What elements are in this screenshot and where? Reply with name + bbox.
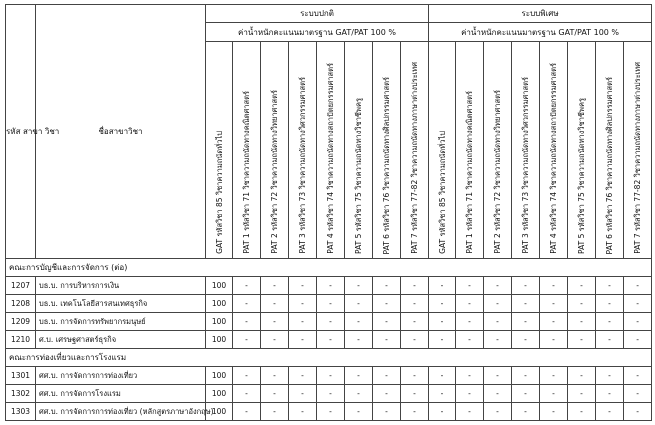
program-name: ศศ.บ. การจัดการโรงแรม xyxy=(36,385,206,403)
program-name: ศศ.บ. การจัดการการท่องเที่ยว xyxy=(36,367,206,385)
special-weight-cell: - xyxy=(596,331,624,349)
special-weight-cell: - xyxy=(512,295,540,313)
special-weight-cell: - xyxy=(540,295,568,313)
program-code: 1301 xyxy=(6,367,36,385)
program-name: บธ.บ. เทคโนโลยีสารสนเทศธุรกิจ xyxy=(36,295,206,313)
special-weight-cell: - xyxy=(540,403,568,421)
regular-weight-cell: - xyxy=(401,331,429,349)
regular-weight-cell: 100 xyxy=(206,295,233,313)
regular-weight-cell: - xyxy=(261,295,289,313)
special-weight-cell: - xyxy=(568,385,596,403)
special-weight-cell: - xyxy=(429,403,456,421)
regular-weight-cell: - xyxy=(233,277,261,295)
group-header-regular: ระบบปกติ xyxy=(206,5,429,23)
column-header-code: รหัส สาขา วิชา xyxy=(6,5,36,259)
program-name: บธ.บ. การบริหารการเงิน xyxy=(36,277,206,295)
subject-header: PAT 6 รหัสวิชา 76 วิชาความถนัดทางศิลปกรรมศาสตร์ xyxy=(596,42,624,259)
special-weight-cell: - xyxy=(512,277,540,295)
regular-weight-cell: - xyxy=(317,313,345,331)
special-weight-cell: - xyxy=(596,277,624,295)
regular-weight-cell: 100 xyxy=(206,313,233,331)
special-weight-cell: - xyxy=(429,331,456,349)
subject-header: PAT 6 รหัสวิชา 76 วิชาความถนัดทางศิลปกรรมศาสตร์ xyxy=(373,42,401,259)
regular-weight-cell: - xyxy=(233,385,261,403)
section-title: คณะการท่องเที่ยวและการโรงแรม xyxy=(6,349,652,367)
regular-weight-cell: - xyxy=(317,403,345,421)
regular-weight-cell: - xyxy=(373,367,401,385)
special-weight-cell: - xyxy=(484,331,512,349)
regular-weight-cell: 100 xyxy=(206,331,233,349)
table-row xyxy=(6,385,652,403)
group-header-special: ระบบพิเศษ xyxy=(429,5,652,23)
regular-weight-cell: - xyxy=(261,313,289,331)
regular-weight-cell: - xyxy=(289,295,317,313)
subject-header: PAT 1 รหัสวิชา 71 วิชาความถนัดทางคณิตศาสตร์ xyxy=(456,42,484,259)
regular-weight-cell: - xyxy=(261,367,289,385)
special-weight-cell: - xyxy=(568,367,596,385)
regular-weight-cell: - xyxy=(233,331,261,349)
regular-weight-cell: - xyxy=(317,277,345,295)
subject-header: PAT 3 รหัสวิชา 73 วิชาความถนัดทางวิศวกรรมศาสตร์ xyxy=(512,42,540,259)
special-weight-cell: - xyxy=(512,313,540,331)
table-row xyxy=(6,367,652,385)
special-weight-cell: - xyxy=(568,277,596,295)
regular-weight-cell: - xyxy=(289,367,317,385)
regular-weight-cell: - xyxy=(261,331,289,349)
admission-weight-table xyxy=(5,4,652,421)
regular-weight-cell: - xyxy=(345,295,373,313)
regular-weight-cell: - xyxy=(233,313,261,331)
special-weight-cell: - xyxy=(596,403,624,421)
section-row xyxy=(6,259,652,277)
special-weight-cell: - xyxy=(568,295,596,313)
regular-weight-cell: - xyxy=(317,295,345,313)
subject-header: PAT 7 รหัสวิชา 77-82 วิชาความถนัดทางภาษาต่างประเทศ xyxy=(624,42,652,259)
regular-weight-cell: 100 xyxy=(206,367,233,385)
special-weight-cell: - xyxy=(484,385,512,403)
special-weight-cell: - xyxy=(456,277,484,295)
subject-header: PAT 2 รหัสวิชา 72 วิชาความถนัดทางวิทยาศาสตร์ xyxy=(484,42,512,259)
program-code: 1208 xyxy=(6,295,36,313)
regular-weight-cell: - xyxy=(345,403,373,421)
special-weight-cell: - xyxy=(456,331,484,349)
regular-weight-cell: - xyxy=(373,277,401,295)
special-weight-cell: - xyxy=(624,295,652,313)
table-row xyxy=(6,295,652,313)
regular-weight-cell: - xyxy=(289,331,317,349)
regular-weight-cell: - xyxy=(345,367,373,385)
program-name: ศ.บ. เศรษฐศาสตร์ธุรกิจ xyxy=(36,331,206,349)
program-code: 1302 xyxy=(6,385,36,403)
regular-weight-cell: - xyxy=(373,385,401,403)
special-weight-cell: - xyxy=(456,367,484,385)
program-code: 1207 xyxy=(6,277,36,295)
weight-header-special: ค่าน้ำหนักคะแนนมาตรฐาน GAT/PAT 100 % xyxy=(429,23,652,42)
regular-weight-cell: - xyxy=(401,367,429,385)
subject-header: PAT 1 รหัสวิชา 71 วิชาความถนัดทางคณิตศาสตร์ xyxy=(233,42,261,259)
special-weight-cell: - xyxy=(624,385,652,403)
special-weight-cell: - xyxy=(484,295,512,313)
regular-weight-cell: - xyxy=(373,295,401,313)
special-weight-cell: - xyxy=(596,385,624,403)
regular-weight-cell: - xyxy=(289,385,317,403)
regular-weight-cell: 100 xyxy=(206,403,233,421)
program-name: บธ.บ. การจัดการทรัพยากรมนุษย์ xyxy=(36,313,206,331)
special-weight-cell: - xyxy=(568,403,596,421)
special-weight-cell: - xyxy=(624,331,652,349)
special-weight-cell: - xyxy=(484,313,512,331)
program-code: 1210 xyxy=(6,331,36,349)
special-weight-cell: - xyxy=(596,295,624,313)
special-weight-cell: - xyxy=(429,385,456,403)
special-weight-cell: - xyxy=(429,313,456,331)
regular-weight-cell: - xyxy=(317,367,345,385)
special-weight-cell: - xyxy=(568,331,596,349)
regular-weight-cell: - xyxy=(401,313,429,331)
special-weight-cell: - xyxy=(624,313,652,331)
regular-weight-cell: - xyxy=(289,313,317,331)
regular-weight-cell: - xyxy=(345,313,373,331)
special-weight-cell: - xyxy=(456,313,484,331)
special-weight-cell: - xyxy=(624,277,652,295)
special-weight-cell: - xyxy=(540,277,568,295)
subject-header: PAT 4 รหัสวิชา 74 วิชาความถนัดทางสถาปัตยกรรมศาสตร์ xyxy=(317,42,345,259)
regular-weight-cell: - xyxy=(233,295,261,313)
weight-header-regular: ค่าน้ำหนักคะแนนมาตรฐาน GAT/PAT 100 % xyxy=(206,23,429,42)
regular-weight-cell: - xyxy=(345,331,373,349)
special-weight-cell: - xyxy=(512,403,540,421)
subject-header: PAT 3 รหัสวิชา 73 วิชาความถนัดทางวิศวกรรมศาสตร์ xyxy=(289,42,317,259)
subject-header: PAT 4 รหัสวิชา 74 วิชาความถนัดทางสถาปัตยกรรมศาสตร์ xyxy=(540,42,568,259)
regular-weight-cell: - xyxy=(401,385,429,403)
special-weight-cell: - xyxy=(540,331,568,349)
special-weight-cell: - xyxy=(512,331,540,349)
regular-weight-cell: - xyxy=(345,385,373,403)
table-body xyxy=(6,259,652,421)
special-weight-cell: - xyxy=(484,367,512,385)
special-weight-cell: - xyxy=(429,367,456,385)
regular-weight-cell: - xyxy=(261,403,289,421)
regular-weight-cell: - xyxy=(289,403,317,421)
section-title: คณะการบัญชีและการจัดการ (ต่อ) xyxy=(6,259,652,277)
special-weight-cell: - xyxy=(624,403,652,421)
subject-header: GAT รหัสวิชา 85 วิชาความถนัดทั่วไป xyxy=(429,42,456,259)
subject-header: PAT 5 รหัสวิชา 75 วิชาความถนัดทางวิชาชีพครู xyxy=(345,42,373,259)
subject-header: PAT 5 รหัสวิชา 75 วิชาความถนัดทางวิชาชีพครู xyxy=(568,42,596,259)
table-row xyxy=(6,277,652,295)
program-code: 1209 xyxy=(6,313,36,331)
special-weight-cell: - xyxy=(596,313,624,331)
special-weight-cell: - xyxy=(540,367,568,385)
section-row xyxy=(6,349,652,367)
special-weight-cell: - xyxy=(429,277,456,295)
table-row xyxy=(6,313,652,331)
special-weight-cell: - xyxy=(456,295,484,313)
regular-weight-cell: - xyxy=(373,331,401,349)
special-weight-cell: - xyxy=(456,385,484,403)
regular-weight-cell: - xyxy=(345,277,373,295)
special-weight-cell: - xyxy=(624,367,652,385)
regular-weight-cell: - xyxy=(261,385,289,403)
special-weight-cell: - xyxy=(429,295,456,313)
regular-weight-cell: - xyxy=(317,331,345,349)
special-weight-cell: - xyxy=(568,313,596,331)
regular-weight-cell: 100 xyxy=(206,385,233,403)
table-row xyxy=(6,403,652,421)
special-weight-cell: - xyxy=(540,385,568,403)
table-row xyxy=(6,331,652,349)
regular-weight-cell: - xyxy=(233,367,261,385)
regular-weight-cell: - xyxy=(317,385,345,403)
special-weight-cell: - xyxy=(456,403,484,421)
program-name: ศศ.บ. การจัดการการท่องเที่ยว (หลักสูตรภาษาอังกฤษ) xyxy=(36,403,206,421)
special-weight-cell: - xyxy=(540,313,568,331)
special-weight-cell: - xyxy=(484,277,512,295)
regular-weight-cell: - xyxy=(401,277,429,295)
regular-weight-cell: - xyxy=(401,403,429,421)
subject-header: PAT 7 รหัสวิชา 77-82 วิชาความถนัดทางภาษาต่างประเทศ xyxy=(401,42,429,259)
special-weight-cell: - xyxy=(512,385,540,403)
regular-weight-cell: - xyxy=(373,403,401,421)
regular-weight-cell: - xyxy=(401,295,429,313)
subject-header: GAT รหัสวิชา 85 วิชาความถนัดทั่วไป xyxy=(206,42,233,259)
special-weight-cell: - xyxy=(596,367,624,385)
regular-weight-cell: - xyxy=(373,313,401,331)
special-weight-cell: - xyxy=(484,403,512,421)
regular-weight-cell: - xyxy=(233,403,261,421)
subject-header: PAT 2 รหัสวิชา 72 วิชาความถนัดทางวิทยาศาสตร์ xyxy=(261,42,289,259)
regular-weight-cell: 100 xyxy=(206,277,233,295)
regular-weight-cell: - xyxy=(261,277,289,295)
regular-weight-cell: - xyxy=(289,277,317,295)
special-weight-cell: - xyxy=(512,367,540,385)
program-code: 1303 xyxy=(6,403,36,421)
column-header-name: ชื่อสาขาวิชา xyxy=(36,5,206,259)
